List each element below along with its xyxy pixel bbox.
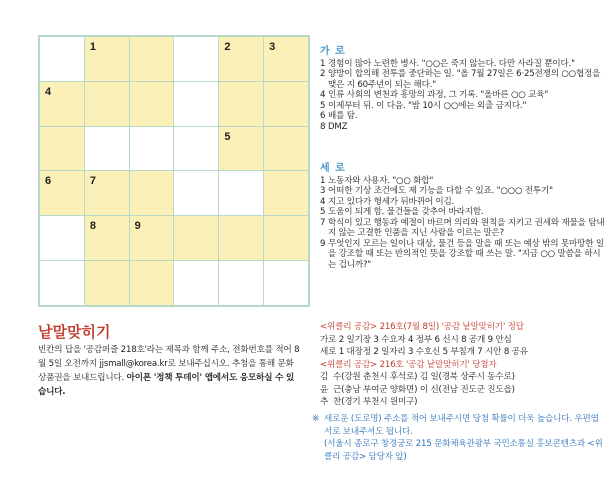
cell-number: 9 [134,220,141,233]
clue-number: 4 [320,196,326,207]
grid-cell [264,171,308,215]
clue-text: 지고 있다가 형세가 뒤바뀌어 이김. [328,196,455,207]
cell-number: 2 [224,41,231,53]
answer-down: 세로 1 대장정 2 일자리 3 수호신 5 부침개 7 시안 8 공유 [320,347,528,357]
clue-text: 양방이 합의해 전투를 중단하는 일. "올 7월 27일은 6·25전쟁의 ○○협정을 맺은 지 60주년이 되는 해다." [328,69,601,90]
winner-detail: 찬(경기 부천시 원미구) [333,397,418,407]
clue-text: 경험이 많아 노련한 병사. "○○은 죽지 않는다. 다만 사라질 뿐이다." [328,58,575,69]
clue-text: 학식이 있고 행동과 예절이 바르며 의리와 원칙을 지키고 권세와 재물을 탐내지 않는 고결한 인품을 지닌 사람을 이르는 말은? [328,217,605,238]
grid-cell [174,37,218,81]
previous-answers [320,321,605,409]
grid-cell [219,82,263,126]
grid-cell [264,82,308,126]
clue-text: 어떠한 기상 조건에도 제 기능을 다할 수 있죠. "○○○ 전투기" [328,186,553,196]
grid-cell [40,171,84,215]
puzzle-title: 낱말맞히기 [38,323,111,341]
grid-cell [40,127,84,171]
grid-cell [219,127,263,171]
clue-number: 5 [320,207,326,217]
notice-mark: ※ [312,414,320,424]
grid-cell [130,261,174,305]
clue-text: 도움이 되게 함. 물건들을 갖추어 바라지함. [328,207,484,217]
across-clue [320,111,605,122]
grid-cell [40,261,84,305]
grid-cell [40,37,84,81]
cell-number: 7 [89,175,96,188]
clue-number: 2 [320,69,326,79]
grid-cell [85,216,129,260]
cell-number: 5 [224,130,231,143]
across-clue [320,90,605,101]
grid-cell [85,82,129,126]
grid-cell [174,216,218,260]
grid-cell [174,82,218,126]
cell-number: 6 [45,175,52,188]
cell-number: 4 [45,85,52,98]
down-heading: 세 로 [320,163,346,174]
winner-row [320,371,605,384]
winner-detail: 수(강원 춘천시 후석로) 김 일(경북 상주시 동수로) [333,372,515,382]
clue-number: 9 [320,238,326,249]
winner-detail: 근(충남 부여군 양화면) 이 신(전남 진도군 진도읍) [333,384,515,395]
answer-across: 가로 2 일기장 3 수요자 4 정부 6 신시 8 공개 9 안심 [320,334,512,345]
winner-row [320,396,605,409]
grid-cell [219,37,263,81]
down-clue-list [320,176,605,271]
clue-number: 4 [320,90,326,100]
cell-number: 3 [269,41,276,53]
winners-list [320,371,605,409]
down-clue [320,176,605,187]
winner-surname: 김 [320,372,329,382]
grid-cell [174,261,218,305]
across-clue-list [320,59,605,133]
grid-cell [174,127,218,171]
across-clues [320,47,605,132]
down-clue [320,197,605,208]
clue-text: DMZ [328,121,348,132]
clue-number: 5 [320,100,326,111]
grid-cell [130,216,174,260]
clue-text: 무엇인지 모르는 일이나 대상, 물건 등을 말을 때 또는 예상 밖의 못마땅한 일을 강조할 때 또는 반의적인 뜻을 강조할 때 쓰는 말. "지금 ○○ 말씀을 하시는 겁니까?" [328,238,604,270]
clue-number: 6 [320,111,326,121]
down-clue [320,239,605,271]
grid-cell [85,261,129,305]
grid-cell [130,82,174,126]
grid-cell [85,127,129,171]
down-clue [320,207,605,218]
grid-cell [264,127,308,171]
across-clue [320,122,605,133]
grid-cell [130,127,174,171]
across-clue [320,101,605,112]
across-heading: 가 로 [320,46,346,57]
grid-cell [264,261,308,305]
clue-number: 1 [320,58,326,69]
answer-heading: <위클리 공감> 216호(7월 8일) '공감 낱말맞히기' 정답 [320,322,524,332]
clue-number: 1 [320,175,326,186]
grid-cell [264,216,308,260]
winners-heading: <위클리 공감> 216호 '공감 낱말맞히기' 당첨자 [320,359,497,370]
grid-cell [219,261,263,305]
notice [312,413,604,463]
notice-address: (서울시 종로구 창경궁로 215 문화체육관광부 국민소통실 홍보콘텐츠과 <위클리 공감> 담당자 앞) [324,439,603,462]
across-clue [320,69,605,90]
clue-number: 7 [320,217,326,228]
instructions-text: 빈칸의 답을 '공감퍼즐 218호'라는 제목과 함께 주소, 전화번호를 적어 8월 5일 오전까지 jjsmall@korea.kr로 보내주십시오. 추첨을 통해 문화상품권을 보내드립니다. [38,345,300,383]
grid-cell [40,216,84,260]
down-clues [320,164,605,270]
winner-surname: 윤 [320,384,329,395]
crossword-grid [38,35,310,307]
grid-cell [174,171,218,215]
clue-text: 노동자와 사용자. "○○ 화합" [328,175,434,186]
app-entry-note: 아이폰 '정책 투데이' 앱에서도 응모하실 수 있습니다. [38,373,295,397]
grid-cell [264,37,308,81]
notice-text: 새로운 (도로명) 주소를 적어 보내주시면 당첨 확률이 더욱 높습니다. 우편엽서로 보내주셔도 됩니다. [324,414,599,437]
grid-cell [130,171,174,215]
cell-number: 1 [89,41,96,53]
clue-number: 8 [320,121,326,132]
grid-cell [85,171,129,215]
down-clue [320,218,605,239]
grid-cell [219,171,263,215]
clue-text: 인류 사회의 변천과 흥망의 과정, 그 기록. "올바른 ○○ 교육" [328,90,549,100]
clue-text: 이제부터 뒤. 이 다음. "밤 10시 ○○에는 외출 금지다." [328,100,527,111]
grid-cell [40,82,84,126]
grid-cell [130,37,174,81]
clue-number: 3 [320,186,326,196]
cell-number: 8 [89,220,96,233]
across-clue [320,59,605,70]
winner-surname: 추 [320,397,329,407]
down-clue [320,186,605,197]
entry-instructions [38,343,300,399]
grid-cell [219,216,263,260]
clue-text: 배를 탐. [328,111,358,121]
winner-row [320,384,605,397]
grid-cell [85,37,129,81]
